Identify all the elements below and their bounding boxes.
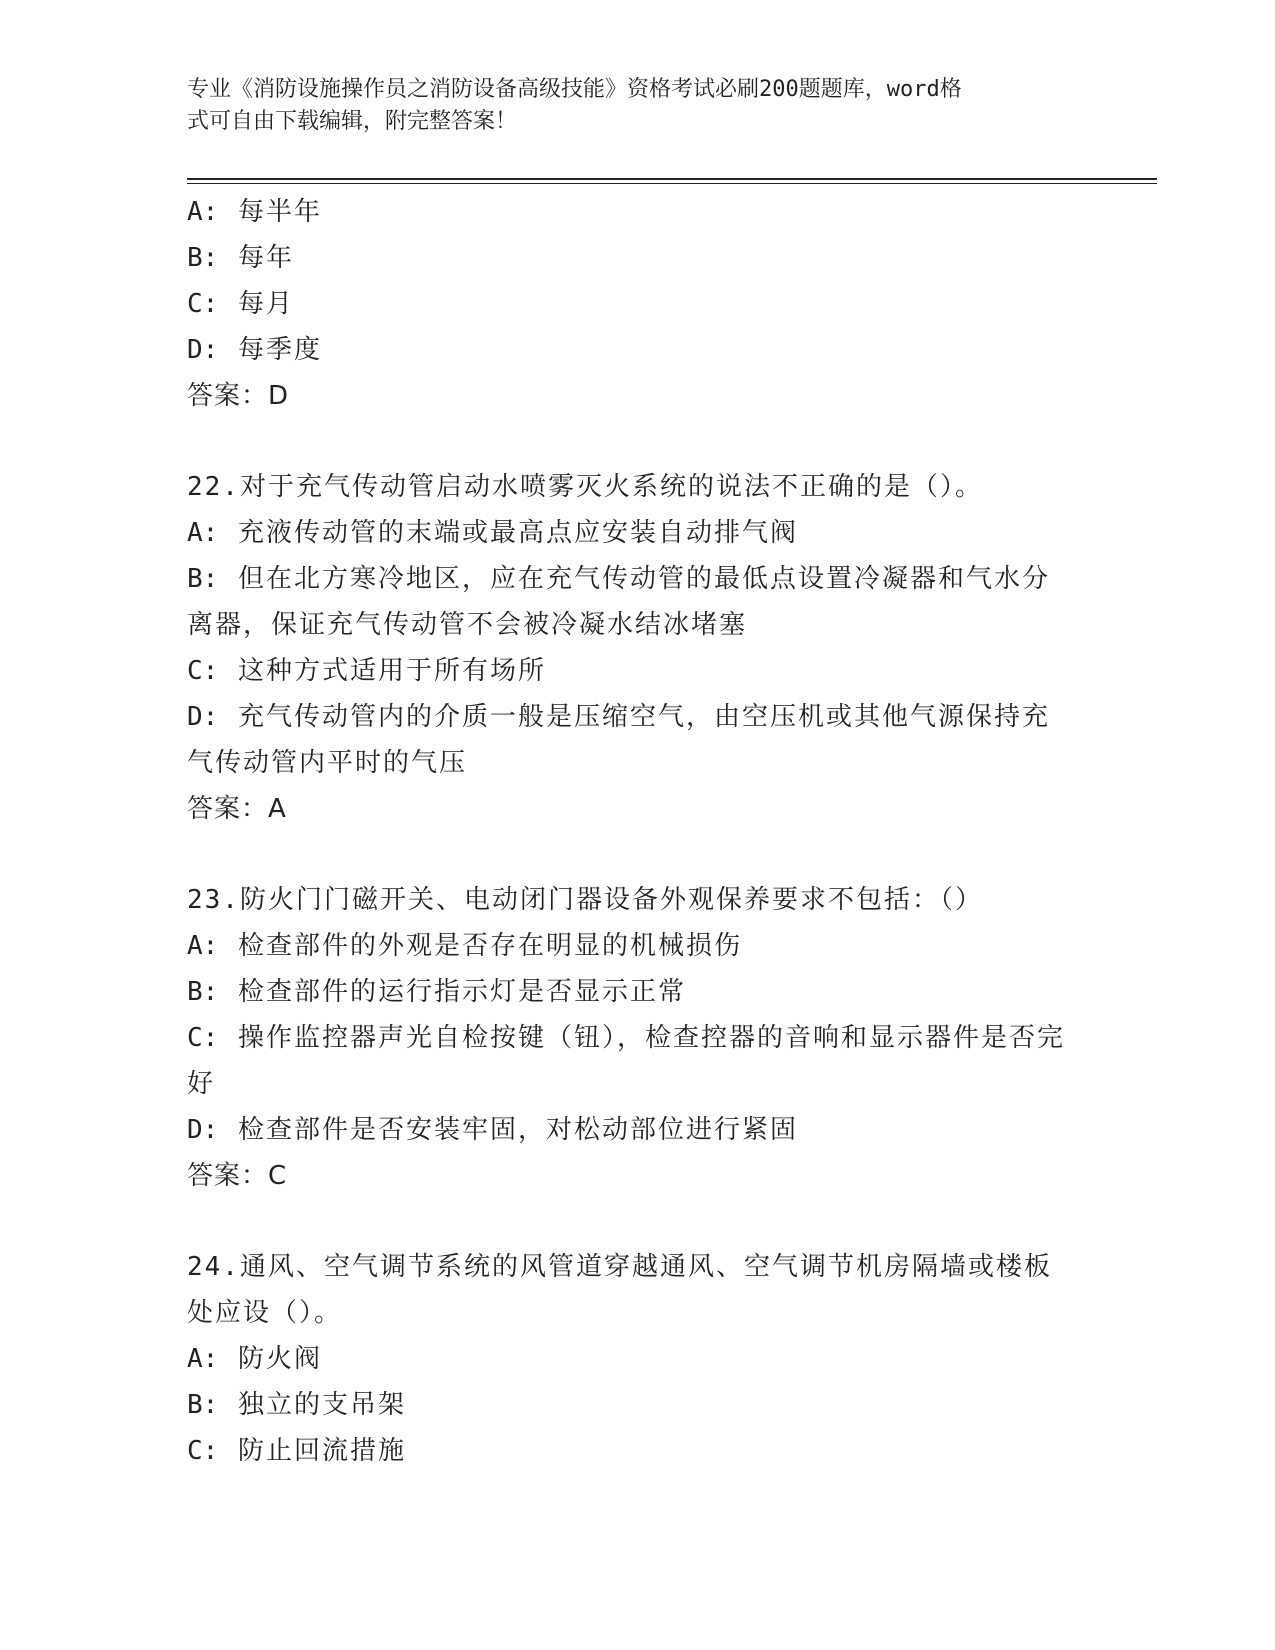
header-rule-thin — [187, 183, 1157, 184]
document-header — [187, 74, 1067, 138]
spacer — [187, 832, 1067, 877]
option-c: C: 防止回流措施 — [187, 1436, 406, 1466]
option-d: D: 检查部件是否安装牢固，对松动部位进行紧固 — [187, 1115, 798, 1145]
option-a: A: 每半年 — [187, 197, 322, 227]
option-d: D: 充气传动管内的介质一般是压缩空气，由空压机或其他气源保持充气传动管内平时的气压 — [187, 702, 1050, 778]
option-a: A: 防火阀 — [187, 1344, 322, 1374]
question-24 — [187, 1244, 1067, 1474]
option-a: A: 检查部件的外观是否存在明显的机械损伤 — [187, 931, 742, 961]
question-23 — [187, 877, 1067, 1199]
spacer — [187, 1199, 1067, 1244]
question-stem: 23.防火门门磁开关、电动闭门器设备外观保养要求不包括：（） — [187, 885, 983, 915]
question-stem: 24.通风、空气调节系统的风管道穿越通风、空气调节机房隔墙或楼板处应设（）。 — [187, 1252, 1052, 1328]
header-line: 式可自由下载编辑，附完整答案！ — [187, 109, 518, 134]
option-c: C: 每月 — [187, 289, 294, 319]
question-22 — [187, 464, 1067, 832]
option-b: B: 但在北方寒冷地区，应在充气传动管的最低点设置冷凝器和气水分离器，保证充气传动管不会被冷凝水结冰堵塞 — [187, 564, 1050, 640]
question-stem: 22.对于充气传动管启动水喷雾灭火系统的说法不正确的是（）。 — [187, 472, 983, 502]
option-d: D: 每季度 — [187, 335, 322, 365]
question-list — [187, 189, 1067, 1474]
option-b: B: 独立的支吊架 — [187, 1390, 406, 1420]
header-line: 专业《消防设施操作员之消防设备高级技能》资格考试必刷200题题库，word格 — [187, 77, 962, 102]
answer-line: 答案：A — [187, 794, 287, 824]
answer-line: 答案：C — [187, 1161, 288, 1191]
option-a: A: 充液传动管的末端或最高点应安装自动排气阀 — [187, 518, 798, 548]
question-21 — [187, 189, 1067, 419]
option-b: B: 每年 — [187, 243, 294, 273]
option-c: C: 这种方式适用于所有场所 — [187, 656, 546, 686]
spacer — [187, 419, 1067, 464]
answer-line: 答案：D — [187, 381, 290, 411]
option-b: B: 检查部件的运行指示灯是否显示正常 — [187, 977, 686, 1007]
header-rule — [187, 178, 1157, 180]
option-c: C: 操作监控器声光自检按键（钮），检查控器的音响和显示器件是否完好 — [187, 1023, 1065, 1099]
